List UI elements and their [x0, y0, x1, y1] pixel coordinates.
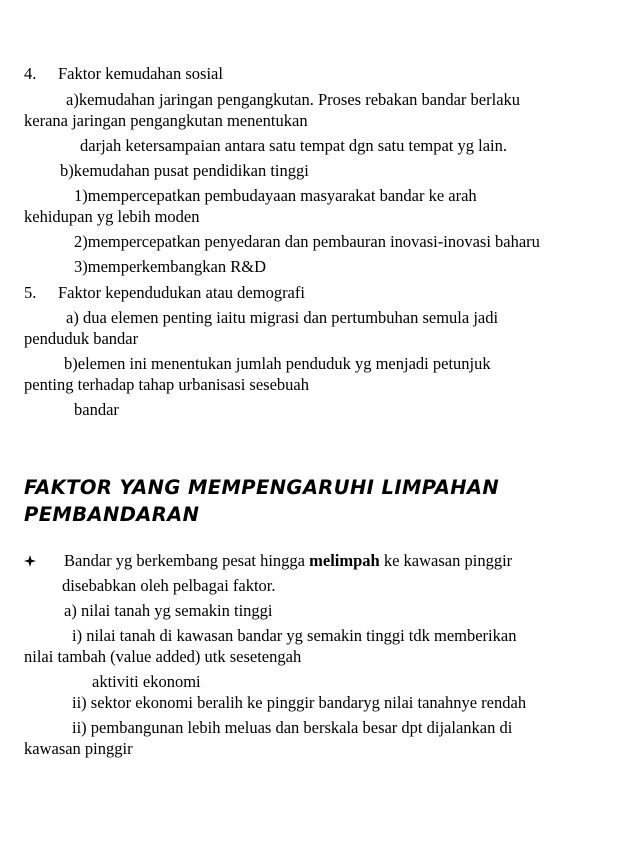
section-heading-line-2: PEMBANDARAN — [24, 503, 200, 526]
section-heading-line-1: FAKTOR YANG MEMPENGARUHI LIMPAHAN — [24, 476, 500, 499]
item-4-b1-line-2: kehidupan yg lebih moden — [24, 207, 200, 226]
bullet-i-line-2: nilai tambah (value added) utk sesetengah — [24, 647, 302, 666]
bullet-ii-second-line-1: ii) pembangunan lebih meluas dan berskala besar dpt dijalankan di — [72, 718, 513, 737]
item-5-title: Faktor kependudukan atau demografi — [58, 283, 305, 302]
item-4-a-line-2: kerana jaringan pengangkutan menentukan — [24, 111, 308, 130]
item-4-title-line — [24, 63, 618, 84]
item-5-b-line-3: bandar — [74, 400, 119, 419]
bullet-ii-first-line: ii) sektor ekonomi beralih ke pinggir bandaryg nilai tanahnye rendah — [72, 693, 527, 712]
item-5-b-line-2: penting terhadap tahap urbanisasi sesebuah — [24, 375, 309, 394]
diamond-bullet-icon — [24, 555, 36, 567]
item-4-number: 4. — [24, 64, 37, 83]
item-4-a-line-1: a)kemudahan jaringan pengangkutan. Proses rebakan bandar berlaku — [66, 90, 521, 109]
bullet-intro-bold: melimpah — [309, 551, 380, 570]
bullet-a-line: a) nilai tanah yg semakin tinggi — [64, 601, 273, 620]
item-5-a-line-2: penduduk bandar — [24, 329, 139, 348]
bullet-intro-line-1 — [24, 550, 618, 571]
bullet-intro-text: Bandar yg berkembang pesat hingga — [64, 551, 310, 570]
item-4-b-line-1: b)kemudahan pusat pendidikan tinggi — [60, 161, 309, 180]
bullet-ii-second-line-2: kawasan pinggir — [24, 739, 133, 758]
item-4-title: Faktor kemudahan sosial — [58, 64, 223, 83]
item-4-b2-line: 2)mempercepatkan penyedaran dan pembauran inovasi-inovasi baharu — [74, 232, 540, 251]
item-4-a-line-3: darjah ketersampaian antara satu tempat dgn satu tempat yg lain. — [80, 136, 508, 155]
bullet-i-line-3: aktiviti ekonomi — [92, 672, 201, 691]
item-5-b-line-1: b)elemen ini menentukan jumlah penduduk yg menjadi petunjuk — [64, 354, 491, 373]
bullet-intro-rest: ke kawasan pinggir — [379, 551, 513, 570]
item-4-b1-line-1: 1)mempercepatkan pembudayaan masyarakat bandar ke arah — [74, 186, 477, 205]
bullet-i-line-1: i) nilai tanah di kawasan bandar yg semakin tinggi tdk memberikan — [72, 626, 517, 645]
item-5-a-line-1: a) dua elemen penting iaitu migrasi dan pertumbuhan semula jadi — [66, 308, 499, 327]
item-4-b3-line: 3)memperkembangkan R&D — [74, 257, 266, 276]
bullet-intro-line-2: disebabkan oleh pelbagai faktor. — [62, 576, 276, 595]
item-5-title-line — [24, 282, 618, 303]
item-5-number: 5. — [24, 283, 37, 302]
